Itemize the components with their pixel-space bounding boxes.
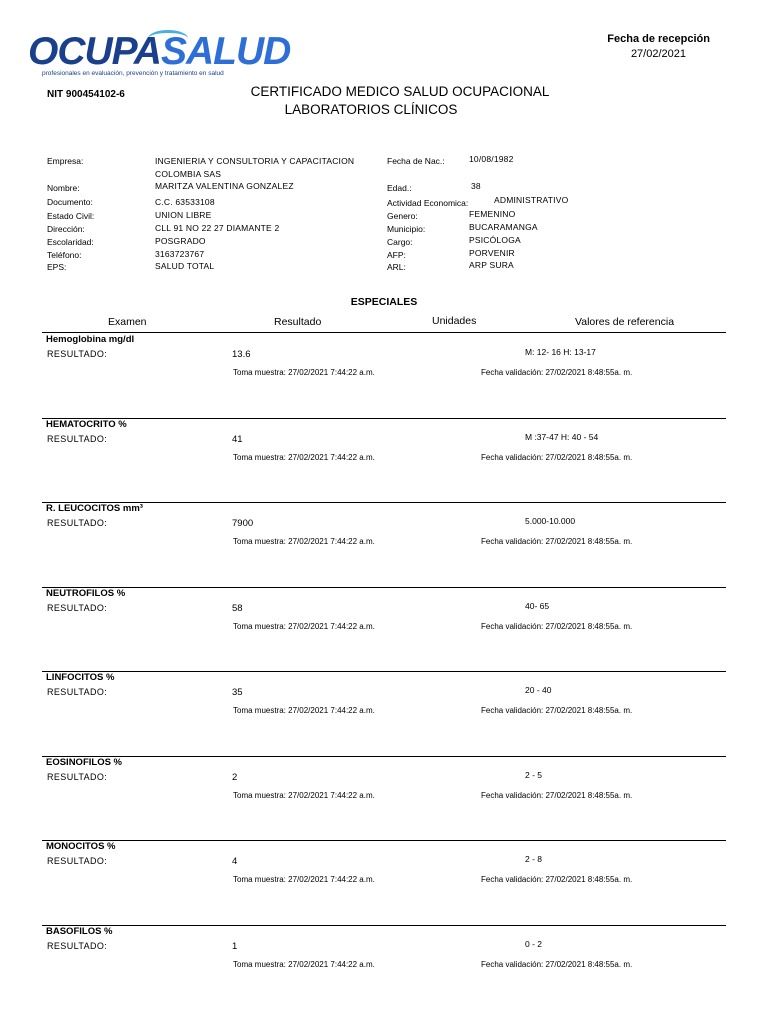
exam-name: NEUTROFILOS % [46, 587, 126, 599]
estado-civil-label: Estado Civil: [47, 211, 95, 221]
validation-timestamp: Fecha validación: 27/02/2021 8:48:55a. m. [481, 959, 633, 969]
genero-label: Genero: [387, 211, 418, 221]
sample-timestamp: Toma muestra: 27/02/2021 7:44:22 a.m. [233, 621, 375, 631]
genero-value: FEMENINO [469, 209, 516, 219]
validation-timestamp: Fecha validación: 27/02/2021 8:48:55a. m. [481, 790, 633, 800]
result-value: 35 [232, 687, 243, 698]
exam-divider [42, 502, 726, 503]
exam-name: MONOCITOS % [46, 841, 116, 852]
documento-label: Documento: [47, 197, 93, 207]
cargo-value: PSICÓLOGA [469, 235, 521, 245]
document-subtitle: LABORATORIOS CLÍNICOS [284, 102, 458, 117]
direccion-value: CLL 91 NO 22 27 DIAMANTE 2 [155, 223, 280, 233]
validation-timestamp: Fecha validación: 27/02/2021 8:48:55a. m. [481, 452, 633, 462]
validation-timestamp: Fecha validación: 27/02/2021 8:48:55a. m. [481, 875, 633, 884]
fecha-nac-value: 10/08/1982 [469, 154, 514, 164]
nombre-label: Nombre: [47, 183, 80, 193]
result-value: 1 [232, 940, 238, 952]
exam-divider [42, 840, 726, 841]
eps-value: SALUD TOTAL [155, 261, 215, 271]
sample-timestamp: Toma muestra: 27/02/2021 7:44:22 a.m. [233, 537, 375, 546]
eps-label: EPS: [47, 262, 67, 272]
arl-value: ARP SURA [469, 260, 514, 270]
exam-name: Hemoglobina mg/dl [46, 334, 135, 345]
reception-date: 27/02/2021 [630, 48, 686, 60]
sample-timestamp: Toma muestra: 27/02/2021 7:44:22 a.m. [233, 368, 375, 377]
validation-timestamp: Fecha validación: 27/02/2021 8:48:55a. m. [481, 368, 633, 377]
sample-timestamp: Toma muestra: 27/02/2021 7:44:22 a.m. [233, 790, 375, 800]
sample-timestamp: Toma muestra: 27/02/2021 7:44:22 a.m. [233, 959, 375, 969]
result-value: 2 [232, 771, 238, 783]
validation-timestamp: Fecha validación: 27/02/2021 8:48:55a. m. [481, 537, 633, 546]
fecha-nac-label: Fecha de Nac.: [387, 156, 445, 166]
result-value: 13.6 [232, 349, 251, 360]
escolaridad-value: POSGRADO [155, 236, 206, 246]
logo-text-main: OCUPA [28, 30, 161, 73]
cargo-label: Cargo: [387, 237, 413, 247]
exam-name: LINFOCITOS % [46, 672, 115, 683]
result-value: 58 [232, 602, 243, 614]
sample-timestamp: Toma muestra: 27/02/2021 7:44:22 a.m. [233, 706, 375, 715]
validation-timestamp: Fecha validación: 27/02/2021 8:48:55a. m. [481, 706, 633, 715]
nombre-value: MARITZA VALENTINA GONZALEZ [155, 181, 294, 191]
result-label: RESULTADO: [47, 771, 108, 782]
exam-divider [42, 756, 726, 757]
municipio-value: BUCARAMANGA [469, 222, 538, 232]
section-title: ESPECIALES [350, 296, 418, 308]
actividad-value: ADMINISTRATIVO [494, 195, 569, 205]
municipio-label: Municipio: [387, 224, 426, 234]
telefono-label: Teléfono: [47, 250, 82, 260]
reference-value: 0 - 2 [525, 938, 543, 949]
column-header-examen: Examen [108, 316, 147, 328]
reference-value: 20 - 40 [525, 685, 552, 695]
reference-value: 40- 65 [525, 600, 550, 611]
exam-divider [42, 587, 726, 588]
escolaridad-label: Escolaridad: [47, 237, 94, 247]
estado-civil-value: UNION LIBRE [155, 210, 212, 220]
actividad-label: Actividad Economica: [387, 198, 469, 208]
exam-name: R. LEUCOCITOS mm³ [46, 503, 143, 514]
telefono-value: 3163723767 [155, 249, 205, 259]
logo-wordmark [28, 30, 290, 74]
exam-divider [42, 671, 726, 672]
result-label: RESULTADO: [47, 940, 108, 951]
afp-value: PORVENIR [469, 248, 515, 258]
sample-timestamp: Toma muestra: 27/02/2021 7:44:22 a.m. [233, 875, 375, 884]
result-value: 7900 [232, 518, 254, 529]
result-label: RESULTADO: [47, 349, 108, 359]
reference-value: 2 - 5 [525, 769, 543, 780]
logo-tagline: profesionales en evaluación, prevención y tratamiento en salud [42, 70, 224, 77]
arl-label: ARL: [387, 262, 406, 272]
exam-name: BASOFILOS % [46, 925, 113, 937]
result-label: RESULTADO: [47, 856, 108, 866]
sample-timestamp: Toma muestra: 27/02/2021 7:44:22 a.m. [233, 452, 375, 462]
afp-label: AFP: [387, 250, 406, 260]
company-logo [28, 30, 291, 82]
empresa-value-line2: COLOMBIA SAS [155, 169, 222, 179]
empresa-label: Empresa: [47, 156, 84, 166]
direccion-label: Dirección: [47, 224, 85, 234]
reference-value: 5.000-10.000 [525, 516, 576, 526]
empresa-value-line1: INGENIERIA Y CONSULTORIA Y CAPACITACION [155, 156, 355, 166]
exam-divider [42, 418, 726, 419]
header-divider [42, 332, 726, 333]
result-label: RESULTADO: [47, 518, 108, 528]
reference-value: 2 - 8 [525, 854, 543, 864]
nit-number: NIT 900454102-6 [47, 89, 125, 100]
logo-text-accent: SALUD [160, 30, 291, 73]
reference-value: M: 12- 16 H: 13-17 [525, 347, 596, 357]
exam-name: HEMATOCRITO % [46, 418, 127, 430]
documento-value: C.C. 63533108 [155, 197, 215, 207]
result-label: RESULTADO: [47, 687, 108, 697]
edad-label: Edad.: [387, 183, 412, 193]
reception-label: Fecha de recepción [607, 33, 710, 45]
column-header-unidades: Unidades [432, 315, 477, 327]
column-header-referencia: Valores de referencia [575, 316, 675, 328]
result-value: 4 [232, 856, 238, 867]
exam-divider [42, 925, 726, 926]
edad-value: 38 [471, 181, 481, 191]
exam-name: EOSINOFILOS % [46, 756, 123, 768]
validation-timestamp: Fecha validación: 27/02/2021 8:48:55a. m. [481, 621, 633, 631]
document-title: CERTIFICADO MEDICO SALUD OCUPACIONAL [250, 84, 550, 99]
reference-value: M :37-47 H: 40 - 54 [525, 431, 599, 442]
result-value: 41 [232, 433, 243, 445]
result-label: RESULTADO: [47, 602, 108, 613]
result-label: RESULTADO: [47, 433, 108, 444]
column-header-resultado: Resultado [274, 316, 322, 328]
